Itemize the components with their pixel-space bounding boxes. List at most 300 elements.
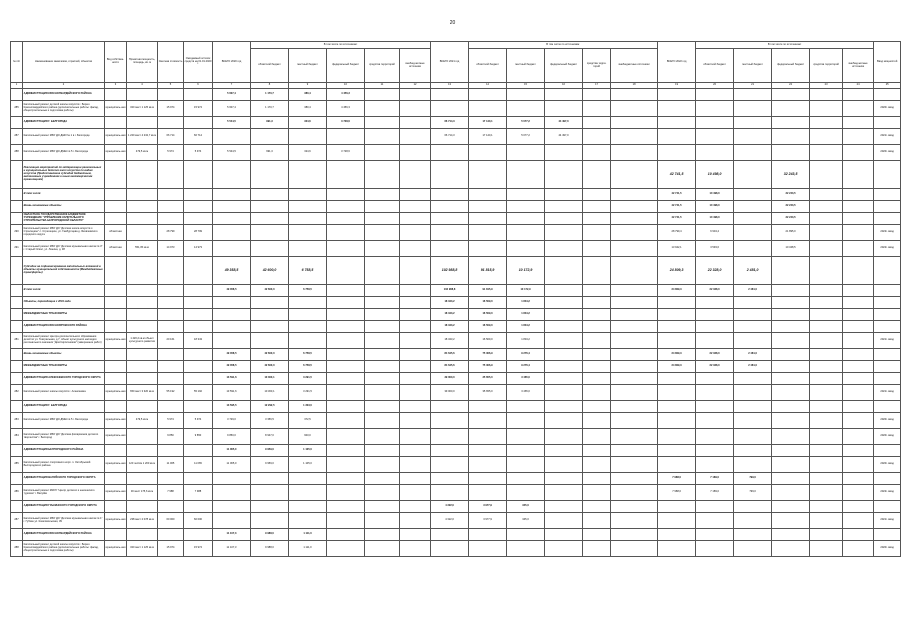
regional-2020: 12 292,5 — [251, 401, 289, 413]
territory-2022 — [810, 321, 843, 333]
capacity — [127, 473, 158, 485]
total-2021 — [431, 189, 469, 201]
regional-2022 — [696, 373, 734, 385]
total-2021: 102 988,8 — [431, 285, 469, 297]
ownership — [105, 501, 127, 513]
table-row — [11, 333, 901, 349]
capacity — [127, 429, 158, 445]
ownership: муниципаль-ная — [105, 513, 127, 529]
local-2021 — [507, 541, 545, 557]
offbudget-2020 — [400, 297, 431, 309]
territory-2021 — [583, 413, 611, 429]
regional-2020 — [251, 513, 289, 529]
total-2020: 11 107,3 — [213, 541, 251, 557]
ownership: муниципаль-ная — [105, 429, 127, 445]
territory-2020 — [365, 241, 400, 257]
total-2022: 7 988,0 — [658, 473, 696, 485]
ownership: областная — [105, 241, 127, 257]
offbudget-2022 — [843, 361, 874, 373]
row-number: 284 — [11, 429, 23, 445]
local-2022 — [734, 309, 772, 321]
column-number: 4 — [127, 83, 158, 89]
expected-balance — [184, 161, 213, 189]
object-name: Объекты, переходящие с 2019 года — [23, 297, 105, 309]
column-number: 7 — [213, 83, 251, 89]
local-2020 — [289, 321, 327, 333]
regional-2020 — [251, 241, 289, 257]
regional-2021: 75 306,9 — [469, 361, 507, 373]
header-territory-2022: средства территорий — [810, 49, 843, 83]
regional-2020 — [251, 213, 289, 225]
column-number: 10 — [327, 83, 365, 89]
federal-2022 — [772, 513, 810, 529]
federal-2022 — [772, 401, 810, 413]
offbudget-2020 — [400, 445, 431, 457]
estimated-cost — [158, 297, 184, 309]
ownership — [105, 401, 127, 413]
regional-2020: 991,3 — [251, 117, 289, 129]
ownership — [105, 189, 127, 201]
estimated-cost — [158, 285, 184, 297]
federal-2022 — [772, 297, 810, 309]
local-2020 — [289, 309, 327, 321]
header-remain: Ожидаемый остаток средств на 01.01.2020 г. — [184, 42, 213, 83]
federal-2021 — [545, 513, 583, 529]
territory-2020 — [365, 321, 400, 333]
expected-balance — [184, 501, 213, 513]
estimated-cost — [158, 473, 184, 485]
total-2022 — [658, 101, 696, 117]
territory-2022 — [810, 513, 843, 529]
expected-balance — [184, 285, 213, 297]
territory-2021 — [583, 189, 611, 201]
header-local-2022: местный бюджет — [734, 49, 772, 83]
commission — [874, 373, 901, 385]
total-2020: 49 358,5 — [213, 285, 251, 297]
offbudget-2021 — [611, 161, 658, 189]
federal-2022 — [772, 445, 810, 457]
federal-2021 — [545, 89, 583, 101]
local-2020: 380,4 — [289, 89, 327, 101]
offbudget-2022 — [843, 529, 874, 541]
offbudget-2021 — [611, 541, 658, 557]
regional-2021: 16 509,0 — [469, 297, 507, 309]
total-2021: 4 322,0 — [431, 513, 469, 529]
table-body — [11, 89, 901, 557]
regional-2022: 22 328,0 — [696, 349, 734, 361]
commission — [874, 349, 901, 361]
object-name: В том числе: — [23, 285, 105, 297]
local-2022 — [734, 241, 772, 257]
federal-2021 — [545, 401, 583, 413]
offbudget-2020 — [400, 373, 431, 385]
offbudget-2021 — [611, 101, 658, 117]
regional-2021 — [469, 89, 507, 101]
object-name: Капитальный ремонт детской школы искусств г. Бирюч Красногвардейского района (дополнительные работы: фасад, общестроительные и подготовка работы) — [23, 101, 105, 117]
estimated-cost — [158, 257, 184, 285]
territory-2020 — [365, 213, 400, 225]
federal-2020 — [327, 129, 365, 145]
object-name: Реализация мероприятий по модернизации региональных и муниципальных детских школ искусств по видам искусств (Предоставление субсидий бюджетным, автономным учреждениям и иным некоммерческим организациям) — [23, 161, 105, 189]
total-2022 — [658, 541, 696, 557]
total-2021 — [431, 101, 469, 117]
total-2020: 3 729,0 — [213, 413, 251, 429]
total-2020 — [213, 241, 251, 257]
regional-2021: 35 655,0 — [469, 373, 507, 385]
offbudget-2021 — [611, 257, 658, 285]
table-row — [11, 361, 901, 373]
federal-2020 — [327, 513, 365, 529]
total-2020: 11 107,3 — [213, 529, 251, 541]
column-number: 19 — [658, 83, 696, 89]
territory-2022 — [810, 457, 843, 473]
table-row — [11, 485, 901, 501]
commission — [874, 361, 901, 373]
estimated-cost: 60 000 — [158, 513, 184, 529]
territory-2021 — [583, 385, 611, 401]
total-2022: 42 741,5 — [658, 189, 696, 201]
row-number: 286 — [11, 485, 23, 501]
federal-2022 — [772, 101, 810, 117]
regional-2021 — [469, 413, 507, 429]
ownership: областная — [105, 225, 127, 241]
regional-2021 — [469, 145, 507, 161]
regional-2021: 91 815,9 — [469, 257, 507, 285]
total-2021 — [431, 201, 469, 213]
territory-2022 — [810, 361, 843, 373]
offbudget-2021 — [611, 333, 658, 349]
column-number: 16 — [545, 83, 583, 89]
offbudget-2020 — [400, 349, 431, 361]
territory-2022 — [810, 297, 843, 309]
row-number: 283 — [11, 413, 23, 429]
federal-2020 — [327, 429, 365, 445]
commission — [874, 89, 901, 101]
federal-2021 — [545, 333, 583, 349]
regional-2021 — [469, 445, 507, 457]
local-2022 — [734, 529, 772, 541]
local-2022: 2 481,0 — [734, 361, 772, 373]
total-2020 — [213, 201, 251, 213]
commission — [874, 213, 901, 225]
territory-2021 — [583, 297, 611, 309]
row-number — [11, 309, 23, 321]
offbudget-2020 — [400, 189, 431, 201]
regional-2021 — [469, 225, 507, 241]
total-2020: 9 850,0 — [213, 429, 251, 445]
regional-2020: 10 300,1 — [251, 385, 289, 401]
local-2020 — [289, 201, 327, 213]
ownership — [105, 361, 127, 373]
total-2020 — [213, 225, 251, 241]
estimated-cost: 55 192 — [158, 385, 184, 401]
total-2021: 102 988,8 — [431, 257, 469, 285]
total-2021 — [431, 541, 469, 557]
offbudget-2022 — [843, 189, 874, 201]
total-2020: 13 591,6 — [213, 373, 251, 385]
commission — [874, 529, 901, 541]
offbudget-2021 — [611, 241, 658, 257]
federal-2022 — [772, 485, 810, 501]
offbudget-2021 — [611, 501, 658, 513]
total-2021 — [431, 225, 469, 241]
local-2020: 324,6 — [289, 145, 327, 161]
offbudget-2020 — [400, 401, 431, 413]
federal-2020: 4 456,3 — [327, 101, 365, 117]
local-2020 — [289, 513, 327, 529]
federal-2021 — [545, 201, 583, 213]
total-2021 — [431, 473, 469, 485]
federal-2020 — [327, 189, 365, 201]
estimated-cost: 66 714 — [158, 129, 184, 145]
federal-2020 — [327, 285, 365, 297]
offbudget-2022 — [843, 473, 874, 485]
expected-balance: 28 799 — [184, 225, 213, 241]
total-2021: 18 343,2 — [431, 297, 469, 309]
local-2022 — [734, 89, 772, 101]
local-2020: 3 291,5 — [289, 385, 327, 401]
total-2020: 49 358,5 — [213, 349, 251, 361]
offbudget-2020 — [400, 89, 431, 101]
capacity: 551,05 кв.м — [127, 241, 158, 257]
row-number — [11, 257, 23, 285]
table-row — [11, 161, 901, 189]
table-row — [11, 541, 901, 557]
total-2021: 66 714,3 — [431, 129, 469, 145]
territory-2020 — [365, 445, 400, 457]
total-2021: 84 645,6 — [431, 349, 469, 361]
regional-2022 — [696, 401, 734, 413]
table-row — [11, 373, 901, 385]
local-2022 — [734, 333, 772, 349]
estimated-cost — [158, 321, 184, 333]
offbudget-2022 — [843, 445, 874, 457]
local-2022 — [734, 429, 772, 445]
regional-2020: 3 356,5 — [251, 413, 289, 429]
ownership — [105, 445, 127, 457]
offbudget-2022 — [843, 429, 874, 445]
regional-2022: 22 328,0 — [696, 285, 734, 297]
offbudget-2020 — [400, 429, 431, 445]
capacity: 320 мест 1 125 кв.м — [127, 541, 158, 557]
total-2020 — [213, 501, 251, 513]
federal-2021 — [545, 257, 583, 285]
local-2020 — [289, 189, 327, 201]
total-2022 — [658, 145, 696, 161]
offbudget-2022 — [843, 241, 874, 257]
regional-2020: 8 947,0 — [251, 429, 289, 445]
column-number: 8 — [251, 83, 289, 89]
federal-2022 — [772, 129, 810, 145]
object-name: АДМИНИСТРАЦИЯ КРАСНОГВАРДЕЙСКОГО РАЙОНА — [23, 89, 105, 101]
offbudget-2021 — [611, 285, 658, 297]
local-2021: 5 077,2 — [507, 129, 545, 145]
regional-2020 — [251, 189, 289, 201]
object-name: Капитальный ремонт МБУ ДО ДМШ № 5 г. Белгорода — [23, 145, 105, 161]
offbudget-2020 — [400, 413, 431, 429]
row-number — [11, 201, 23, 213]
estimated-cost — [158, 189, 184, 201]
total-2021 — [431, 401, 469, 413]
territory-2021 — [583, 117, 611, 129]
object-name: Капитальный ремонт МКОУ "Центр детского и юношеского туризма" г. Валуйки — [23, 485, 105, 501]
local-2020 — [289, 333, 327, 349]
offbudget-2020 — [400, 101, 431, 117]
regional-2022 — [696, 529, 734, 541]
header-federal-2022: федеральный бюджет — [772, 49, 810, 83]
total-2020: 13 595,5 — [213, 401, 251, 413]
offbudget-2022 — [843, 101, 874, 117]
ownership: муниципаль-ная — [105, 485, 127, 501]
territory-2022 — [810, 257, 843, 285]
total-2022 — [658, 429, 696, 445]
total-2020: 11 065,0 — [213, 445, 251, 457]
row-number: 290 — [11, 225, 23, 241]
header-name: Наименование заказчиков, отраслей, объектов — [23, 42, 105, 83]
regional-2022 — [696, 297, 734, 309]
header-regional-2021: областной бюджет — [469, 49, 507, 83]
total-2020: 5 607,4 — [213, 101, 251, 117]
local-2020 — [289, 501, 327, 513]
table-row — [11, 213, 901, 225]
object-name: АДМИНИСТРАЦИЯ АЛЕКСЕЕВСКОГО ГОРОДСКОГО ОКРУГА — [23, 373, 105, 385]
commission: 2020г. ввод — [874, 101, 901, 117]
ownership: муниципаль-ная — [105, 129, 127, 145]
ownership — [105, 309, 127, 321]
territory-2022 — [810, 145, 843, 161]
federal-2022 — [772, 361, 810, 373]
local-2021 — [507, 101, 545, 117]
capacity — [127, 361, 158, 373]
commission — [874, 501, 901, 513]
federal-2020 — [327, 241, 365, 257]
commission — [874, 321, 901, 333]
header-group-2021: В том числе по источникам: — [469, 42, 658, 49]
federal-2021 — [545, 529, 583, 541]
capacity — [127, 257, 158, 285]
column-number: 13 — [431, 83, 469, 89]
table-row — [11, 201, 901, 213]
regional-2020: 10 300,1 — [251, 373, 289, 385]
budget-table — [10, 41, 901, 557]
commission — [874, 473, 901, 485]
regional-2020 — [251, 501, 289, 513]
regional-2020 — [251, 161, 289, 189]
object-name: Капитальный ремонт МБУ ДО "Детская школа искусств с. Стрелецкое" с. Стрелецкое, ул. Гамбургцева д. Яковлевского городского округа — [23, 225, 105, 241]
territory-2021 — [583, 241, 611, 257]
offbudget-2021 — [611, 117, 658, 129]
object-name: АДМИНИСТРАЦИЯ ГУБКИНСКОГО ГОРОДСКОГО ОКРУГА — [23, 501, 105, 513]
regional-2022 — [696, 413, 734, 429]
regional-2021 — [469, 541, 507, 557]
territory-2020 — [365, 257, 400, 285]
offbudget-2021 — [611, 473, 658, 485]
total-2020: 5 607,4 — [213, 89, 251, 101]
local-2022: 799,0 — [734, 485, 772, 501]
commission: 2021г. ввод — [874, 333, 901, 349]
estimated-cost: 14 973 — [158, 241, 184, 257]
territory-2021 — [583, 145, 611, 161]
table-row — [11, 401, 901, 413]
federal-2020 — [327, 457, 365, 473]
total-2021 — [431, 413, 469, 429]
territory-2022 — [810, 309, 843, 321]
regional-2022 — [696, 89, 734, 101]
territory-2020 — [365, 225, 400, 241]
capacity: 120 чел/см 1 200 кв.м — [127, 457, 158, 473]
territory-2022 — [810, 445, 843, 457]
total-2021 — [431, 457, 469, 473]
federal-2021 — [545, 457, 583, 473]
commission: 2020г. ввод — [874, 429, 901, 445]
territory-2022 — [810, 189, 843, 201]
territory-2021 — [583, 225, 611, 241]
table-row — [11, 457, 901, 473]
capacity — [127, 117, 158, 129]
total-2022 — [658, 309, 696, 321]
row-number — [11, 529, 23, 541]
total-2022: 13 942,1 — [658, 241, 696, 257]
local-2021 — [507, 225, 545, 241]
commission: 2022г. ввод — [874, 485, 901, 501]
territory-2020 — [365, 485, 400, 501]
local-2021 — [507, 473, 545, 485]
offbudget-2020 — [400, 145, 431, 161]
local-2022 — [734, 385, 772, 401]
regional-2021 — [469, 473, 507, 485]
estimated-cost — [158, 117, 184, 129]
local-2020: 1 303,0 — [289, 401, 327, 413]
estimated-cost — [158, 349, 184, 361]
federal-2021 — [545, 413, 583, 429]
offbudget-2022 — [843, 541, 874, 557]
expected-balance: 55 192 — [184, 385, 213, 401]
total-2020 — [213, 129, 251, 145]
regional-2021 — [469, 529, 507, 541]
regional-2021: 75 306,9 — [469, 349, 507, 361]
total-2022 — [658, 513, 696, 529]
territory-2020 — [365, 501, 400, 513]
ownership — [105, 213, 127, 225]
row-number — [11, 445, 23, 457]
regional-2022: 10 498,0 — [696, 161, 734, 189]
commission: 2021г. ввод — [874, 129, 901, 145]
expected-balance — [184, 213, 213, 225]
object-name: Капитальный ремонт МБУ ДО "Детская филармония детского творчества" г. Белгород — [23, 429, 105, 445]
federal-2022 — [772, 373, 810, 385]
capacity — [127, 285, 158, 297]
federal-2022: 32 243,5 — [772, 189, 810, 201]
local-2021 — [507, 457, 545, 473]
local-2020: 6 758,5 — [289, 361, 327, 373]
table-row — [11, 309, 901, 321]
total-2021 — [431, 89, 469, 101]
ownership — [105, 297, 127, 309]
ownership — [105, 529, 127, 541]
table-row — [11, 145, 901, 161]
regional-2022: 22 328,0 — [696, 361, 734, 373]
regional-2022: 22 328,0 — [696, 257, 734, 285]
local-2021: 1 834,2 — [507, 321, 545, 333]
expected-balance — [184, 473, 213, 485]
local-2020 — [289, 161, 327, 189]
offbudget-2022 — [843, 349, 874, 361]
total-2021: 4 322,0 — [431, 501, 469, 513]
territory-2020 — [365, 429, 400, 445]
total-2022: 24 809,3 — [658, 349, 696, 361]
local-2021 — [507, 413, 545, 429]
offbudget-2020 — [400, 513, 431, 529]
